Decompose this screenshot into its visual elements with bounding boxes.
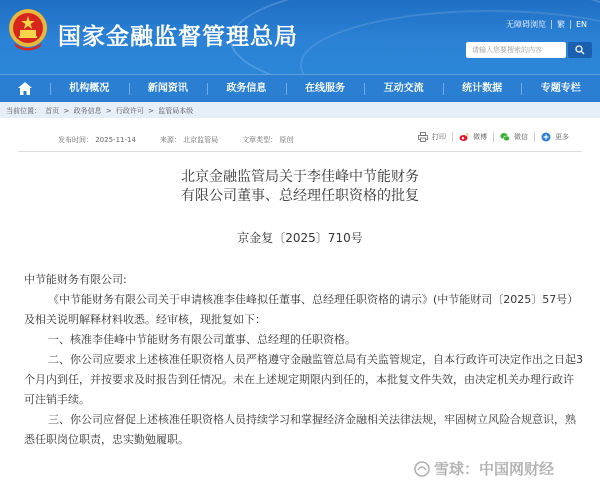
watermark-text: 雪球：中国网财经 (434, 460, 555, 478)
search-button[interactable] (568, 42, 592, 58)
nav-item-institution[interactable]: 机构概况 (50, 75, 129, 103)
document-title-line: 北京金融监管局关于李佳峰中节能财务 (181, 169, 419, 185)
breadcrumb-item-government-info[interactable]: 政务信息 (73, 107, 102, 115)
national-emblem-icon[interactable] (6, 7, 50, 53)
wechat-icon[interactable] (500, 132, 510, 142)
nav-item-news[interactable]: 新闻资讯 (129, 75, 208, 103)
breadcrumb-item-bureau[interactable]: 监管局本级 (158, 107, 194, 115)
divider (493, 132, 494, 142)
print-button[interactable]: 打印 (432, 133, 446, 141)
nav-item-interaction[interactable]: 互动交流 (364, 75, 443, 103)
main-nav (0, 74, 600, 102)
article-source: 来源： 北京监管局 (159, 136, 219, 144)
divider (534, 132, 535, 142)
body-paragraph: 一、核准李佳峰中节能财务有限公司董事、总经理的任职资格。 (48, 333, 356, 346)
body-paragraph: 二、你公司应要求上述核准任职资格人员严格遵守金融监管总局有关监管规定，自本行政许可决定作出之日起3个月内到任，并按要求及时报告到任情况。未在上述规定期限内到任的，本批复文件失效，由决定机关办理行政许可注销手续。 (24, 353, 583, 406)
divider (18, 151, 582, 152)
share-toolbar (418, 132, 569, 142)
nav-item-online-service[interactable]: 在线服务 (286, 75, 365, 103)
breadcrumb-item-home[interactable]: 首页 (45, 107, 60, 115)
search-input[interactable]: 请输入您要搜索的内容 (466, 42, 566, 58)
search-icon (575, 45, 585, 55)
document-body (24, 270, 584, 450)
publish-time: 发布时间： 2025-11-14 (58, 136, 136, 144)
breadcrumb-separator: > (105, 107, 112, 115)
breadcrumb (0, 102, 600, 118)
breadcrumb-separator: > (63, 107, 70, 115)
wechat-share[interactable]: 微信 (514, 133, 528, 141)
header-banner (0, 0, 600, 74)
print-icon[interactable] (418, 132, 428, 142)
watermark (414, 458, 554, 479)
addressee: 中节能财务有限公司: (24, 273, 127, 286)
document-title-line: 有限公司董事、总经理任职资格的批复 (181, 188, 419, 204)
english-link[interactable]: EN (575, 20, 587, 29)
nav-item-special-topics[interactable]: 专题专栏 (521, 75, 600, 103)
home-icon (18, 82, 32, 95)
document-number: 京金复〔2025〕710号 (237, 231, 363, 245)
breadcrumb-prefix: 当前位置： (6, 107, 41, 115)
breadcrumb-item-admin-license[interactable]: 行政许可 (115, 107, 144, 115)
divider (452, 132, 453, 142)
top-links (501, 19, 592, 30)
nav-item-statistics[interactable]: 统计数据 (443, 75, 522, 103)
breadcrumb-separator: > (148, 107, 155, 115)
article-type: 文章类型： 原创 (242, 136, 294, 144)
snowball-logo-icon (414, 461, 430, 477)
article-meta (58, 135, 293, 145)
site-title[interactable]: 国家金融监督管理总局 (58, 24, 298, 50)
weibo-share[interactable]: 微博 (473, 133, 487, 141)
body-paragraph: 三、你公司应督促上述核准任职资格人员持续学习和掌握经济金融相关法律法规，牢固树立风险合规意识，熟悉任职岗位职责，忠实勤勉履职。 (24, 413, 576, 446)
traditional-chinese-link[interactable]: 繁 (556, 20, 565, 29)
body-paragraph: 《中节能财务有限公司关于申请核准李佳峰拟任董事、总经理任职资格的请示》(中节能财司〔2025〕57号）及相关说明解释材料收悉。经审核，现批复如下： (24, 293, 579, 326)
accessibility-link[interactable]: 无障碍浏览 (505, 20, 546, 29)
nav-item-government-info[interactable]: 政务信息 (207, 75, 286, 103)
document-title (0, 168, 600, 206)
more-icon[interactable] (541, 132, 551, 142)
weibo-icon[interactable] (459, 132, 469, 142)
nav-home[interactable] (0, 75, 50, 103)
more-share[interactable]: 更多 (555, 133, 569, 141)
